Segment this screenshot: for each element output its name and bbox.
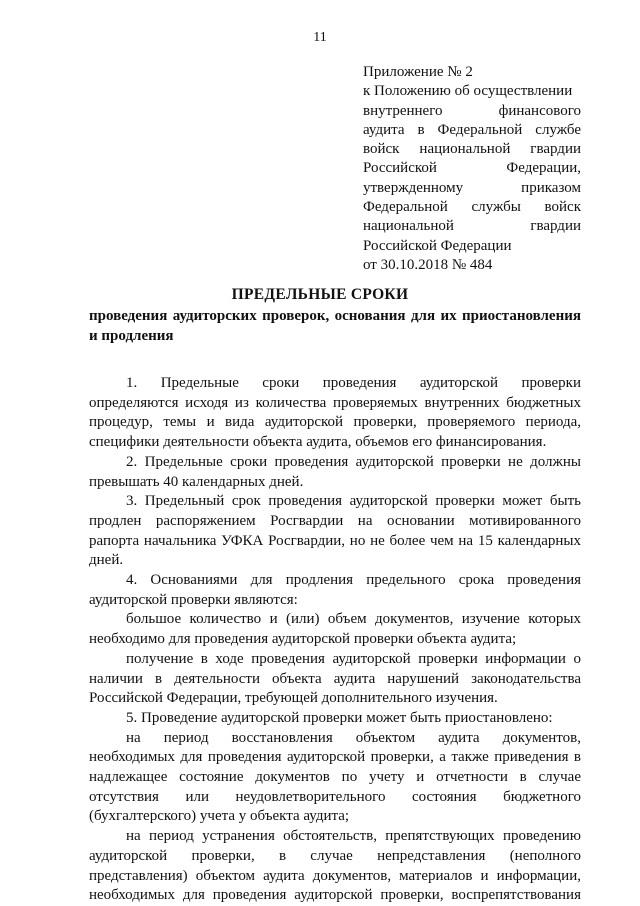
body-line: определяются исходя из количества проверяемых внутренних бюджетных (89, 394, 581, 411)
body-line: получение в ходе проведения аудиторской проверки информации о (126, 650, 581, 667)
body-line: специфики деятельности объекта аудита, объемов его финансирования. (89, 434, 547, 451)
body-line: отсутствия или неудовлетворительного состояния бюджетного (89, 788, 581, 805)
body-line: 3. Предельный срок проведения аудиторской проверки может быть (126, 493, 581, 510)
body-line: продлен распоряжением Росгвардии на основании мотивированного (89, 512, 581, 529)
body-line: 4. Основаниями для продления предельного срока проведения (126, 572, 581, 589)
body-line: аудиторской проверки являются: (89, 591, 298, 608)
body-line: наличии в деятельности объекта аудита нарушений законодательства (89, 670, 581, 687)
body-line: аудиторской проверки, в случае непредставления (неполного (89, 847, 581, 864)
body-line: необходимых для проведения аудиторской проверки, а также приведения в (89, 749, 581, 766)
page-number: 11 (313, 30, 327, 45)
body-line: дней. (89, 552, 124, 569)
body-line: большое количество и (или) объем документов, изучение которых (126, 611, 581, 628)
annex-line: Приложение № 2 (363, 64, 473, 80)
body-line: на период устранения обстоятельств, препятствующих проведению (126, 828, 581, 845)
body-line: 1. Предельные сроки проведения аудиторской проверки (126, 375, 581, 391)
body-line: (бухгалтерского) учета у объекта аудита; (89, 808, 350, 825)
annex-line: от 30.10.2018 № 484 (363, 256, 493, 273)
body-line: превышать 40 календарных дней. (89, 473, 304, 490)
body-line: на период восстановления объектом аудита документов, (126, 729, 581, 746)
annex-line: к Положению об осуществлении (363, 83, 573, 100)
body-line: представления) объектом аудита документов, материалов и информации, (89, 867, 581, 884)
body-line: рапорта начальника УФКА Росгвардии, но не более чем на 15 календарных (89, 532, 581, 549)
annex-line: Российской Федерации, (363, 160, 581, 177)
annex-line: аудита в Федеральной службе (363, 121, 581, 138)
body-line: необходимо для проведения аудиторской проверки объекта аудита; (89, 631, 517, 648)
body-line: необходимых для проведения аудиторской проверки, воспрепятствования (89, 887, 581, 904)
annex-line: Федеральной службы войск (363, 199, 581, 216)
annex-line: войск национальной гвардии (363, 141, 581, 158)
annex-line: Российской Федерации (363, 237, 512, 254)
annex-line: национальной гвардии (363, 218, 581, 235)
body-line: Российской Федерации, требующей дополнительного изучения. (89, 690, 498, 707)
subtitle-line: и продления (89, 328, 174, 344)
subtitle-line: проведения аудиторских проверок, основания для их приостановления (89, 308, 581, 324)
annex-block (363, 63, 581, 275)
annex-line: внутреннего финансового (363, 102, 581, 119)
document-title: ПРЕДЕЛЬНЫЕ СРОКИ (231, 286, 409, 303)
body-line: надлежащее состояние документов по учету и отчетности в случае (89, 769, 581, 786)
body-line: 5. Проведение аудиторской проверки может быть приостановлено: (126, 709, 553, 726)
document-subtitle (89, 306, 581, 346)
annex-line: утвержденному приказом (363, 179, 581, 196)
body-line: 2. Предельные сроки проведения аудиторской проверки не должны (126, 453, 581, 470)
document-body (89, 374, 581, 906)
body-line: процедур, темы и вида аудиторской проверки, проверяемого периода, (89, 414, 581, 431)
